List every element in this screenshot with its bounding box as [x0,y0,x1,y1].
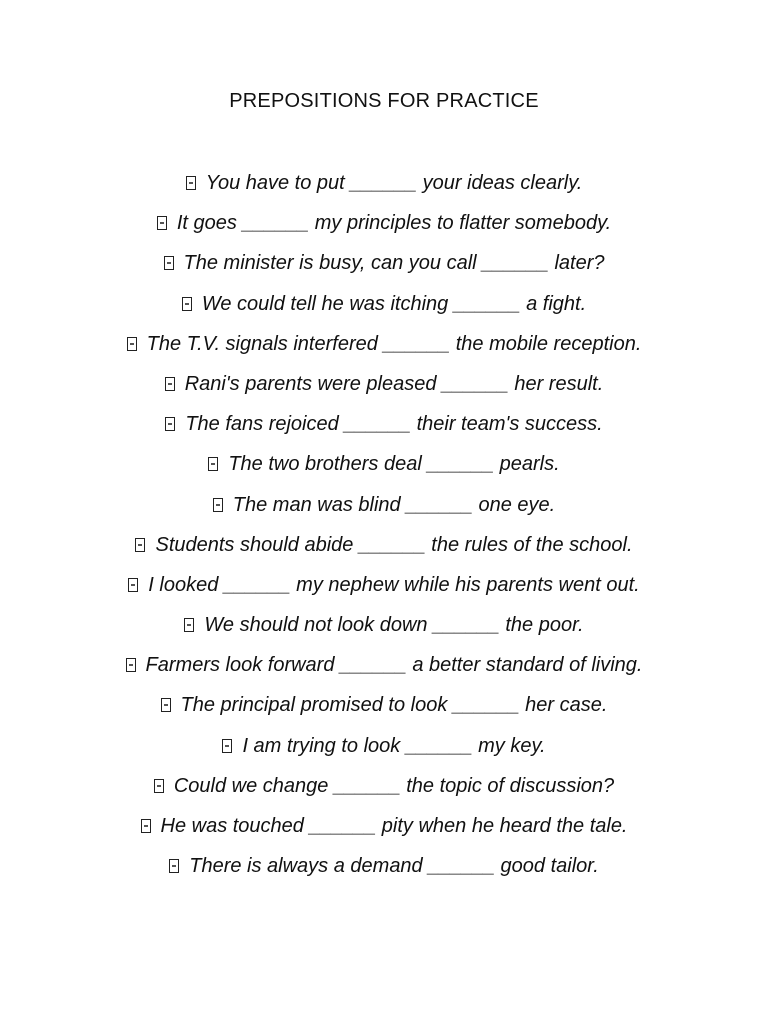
missing-glyph-box-icon [164,256,174,270]
missing-glyph-box-icon [186,176,196,190]
list-item [84,731,684,761]
list-item [84,690,684,720]
list-item [84,851,684,881]
sentence-text: The T.V. signals interfered ______ the mobile reception. [146,332,642,355]
practice-sentence-list [84,168,684,891]
sentence-text: The fans rejoiced ______ their team's success. [185,413,603,436]
list-item [84,650,684,680]
missing-glyph-box-icon [222,739,232,753]
list-item [84,208,684,238]
sentence-text: Students should abide ______ the rules of the school. [155,533,633,556]
sentence-text: The principal promised to look ______ her case. [180,694,608,717]
list-item [84,449,684,479]
list-item [84,490,684,520]
sentence-text: He was touched ______ pity when he heard the tale. [160,815,628,837]
missing-glyph-box-icon [208,457,218,471]
list-item [84,409,684,439]
missing-glyph-box-icon [128,578,138,592]
sentence-text: There is always a demand ______ good tailor. [189,855,599,878]
list-item [84,369,684,399]
missing-glyph-box-icon [169,859,179,873]
missing-glyph-box-icon [182,297,192,311]
list-item [84,248,684,278]
missing-glyph-box-icon [184,618,194,632]
list-item [84,811,684,841]
sentence-text: You have to put ______ your ideas clearly. [205,172,583,194]
list-item [84,771,684,801]
missing-glyph-box-icon [165,377,175,391]
sentence-text: The two brothers deal ______ pearls. [228,453,560,476]
list-item [84,530,684,560]
missing-glyph-box-icon [141,819,151,833]
list-item [84,329,684,359]
missing-glyph-box-icon [154,779,164,793]
sentence-text: The man was blind ______ one eye. [232,493,556,516]
missing-glyph-box-icon [127,337,137,351]
sentence-text: I looked ______ my nephew while his parents went out. [148,573,640,596]
sentence-text: Could we change ______ the topic of discussion? [173,774,615,797]
missing-glyph-box-icon [165,417,175,431]
missing-glyph-box-icon [135,538,145,552]
sentence-text: It goes ______ my principles to flatter somebody. [176,212,612,235]
missing-glyph-box-icon [213,498,223,512]
sentence-text: We could tell he was itching ______ a fight. [201,292,587,315]
missing-glyph-box-icon [157,216,167,230]
sentence-text: The minister is busy, can you call ______ later? [183,252,605,275]
missing-glyph-box-icon [126,658,136,672]
list-item [84,610,684,640]
missing-glyph-box-icon [161,698,171,712]
sentence-text: We should not look down ______ the poor. [204,614,584,637]
sentence-text: Rani's parents were pleased ______ her result. [184,372,604,395]
sentence-text: I am trying to look ______ my key. [242,734,546,757]
list-item [84,168,684,198]
list-item [84,289,684,319]
page-title: PREPOSITIONS FOR PRACTICE [229,90,539,112]
sentence-text: Farmers look forward ______ a better standard of living. [145,654,643,677]
list-item [84,570,684,600]
